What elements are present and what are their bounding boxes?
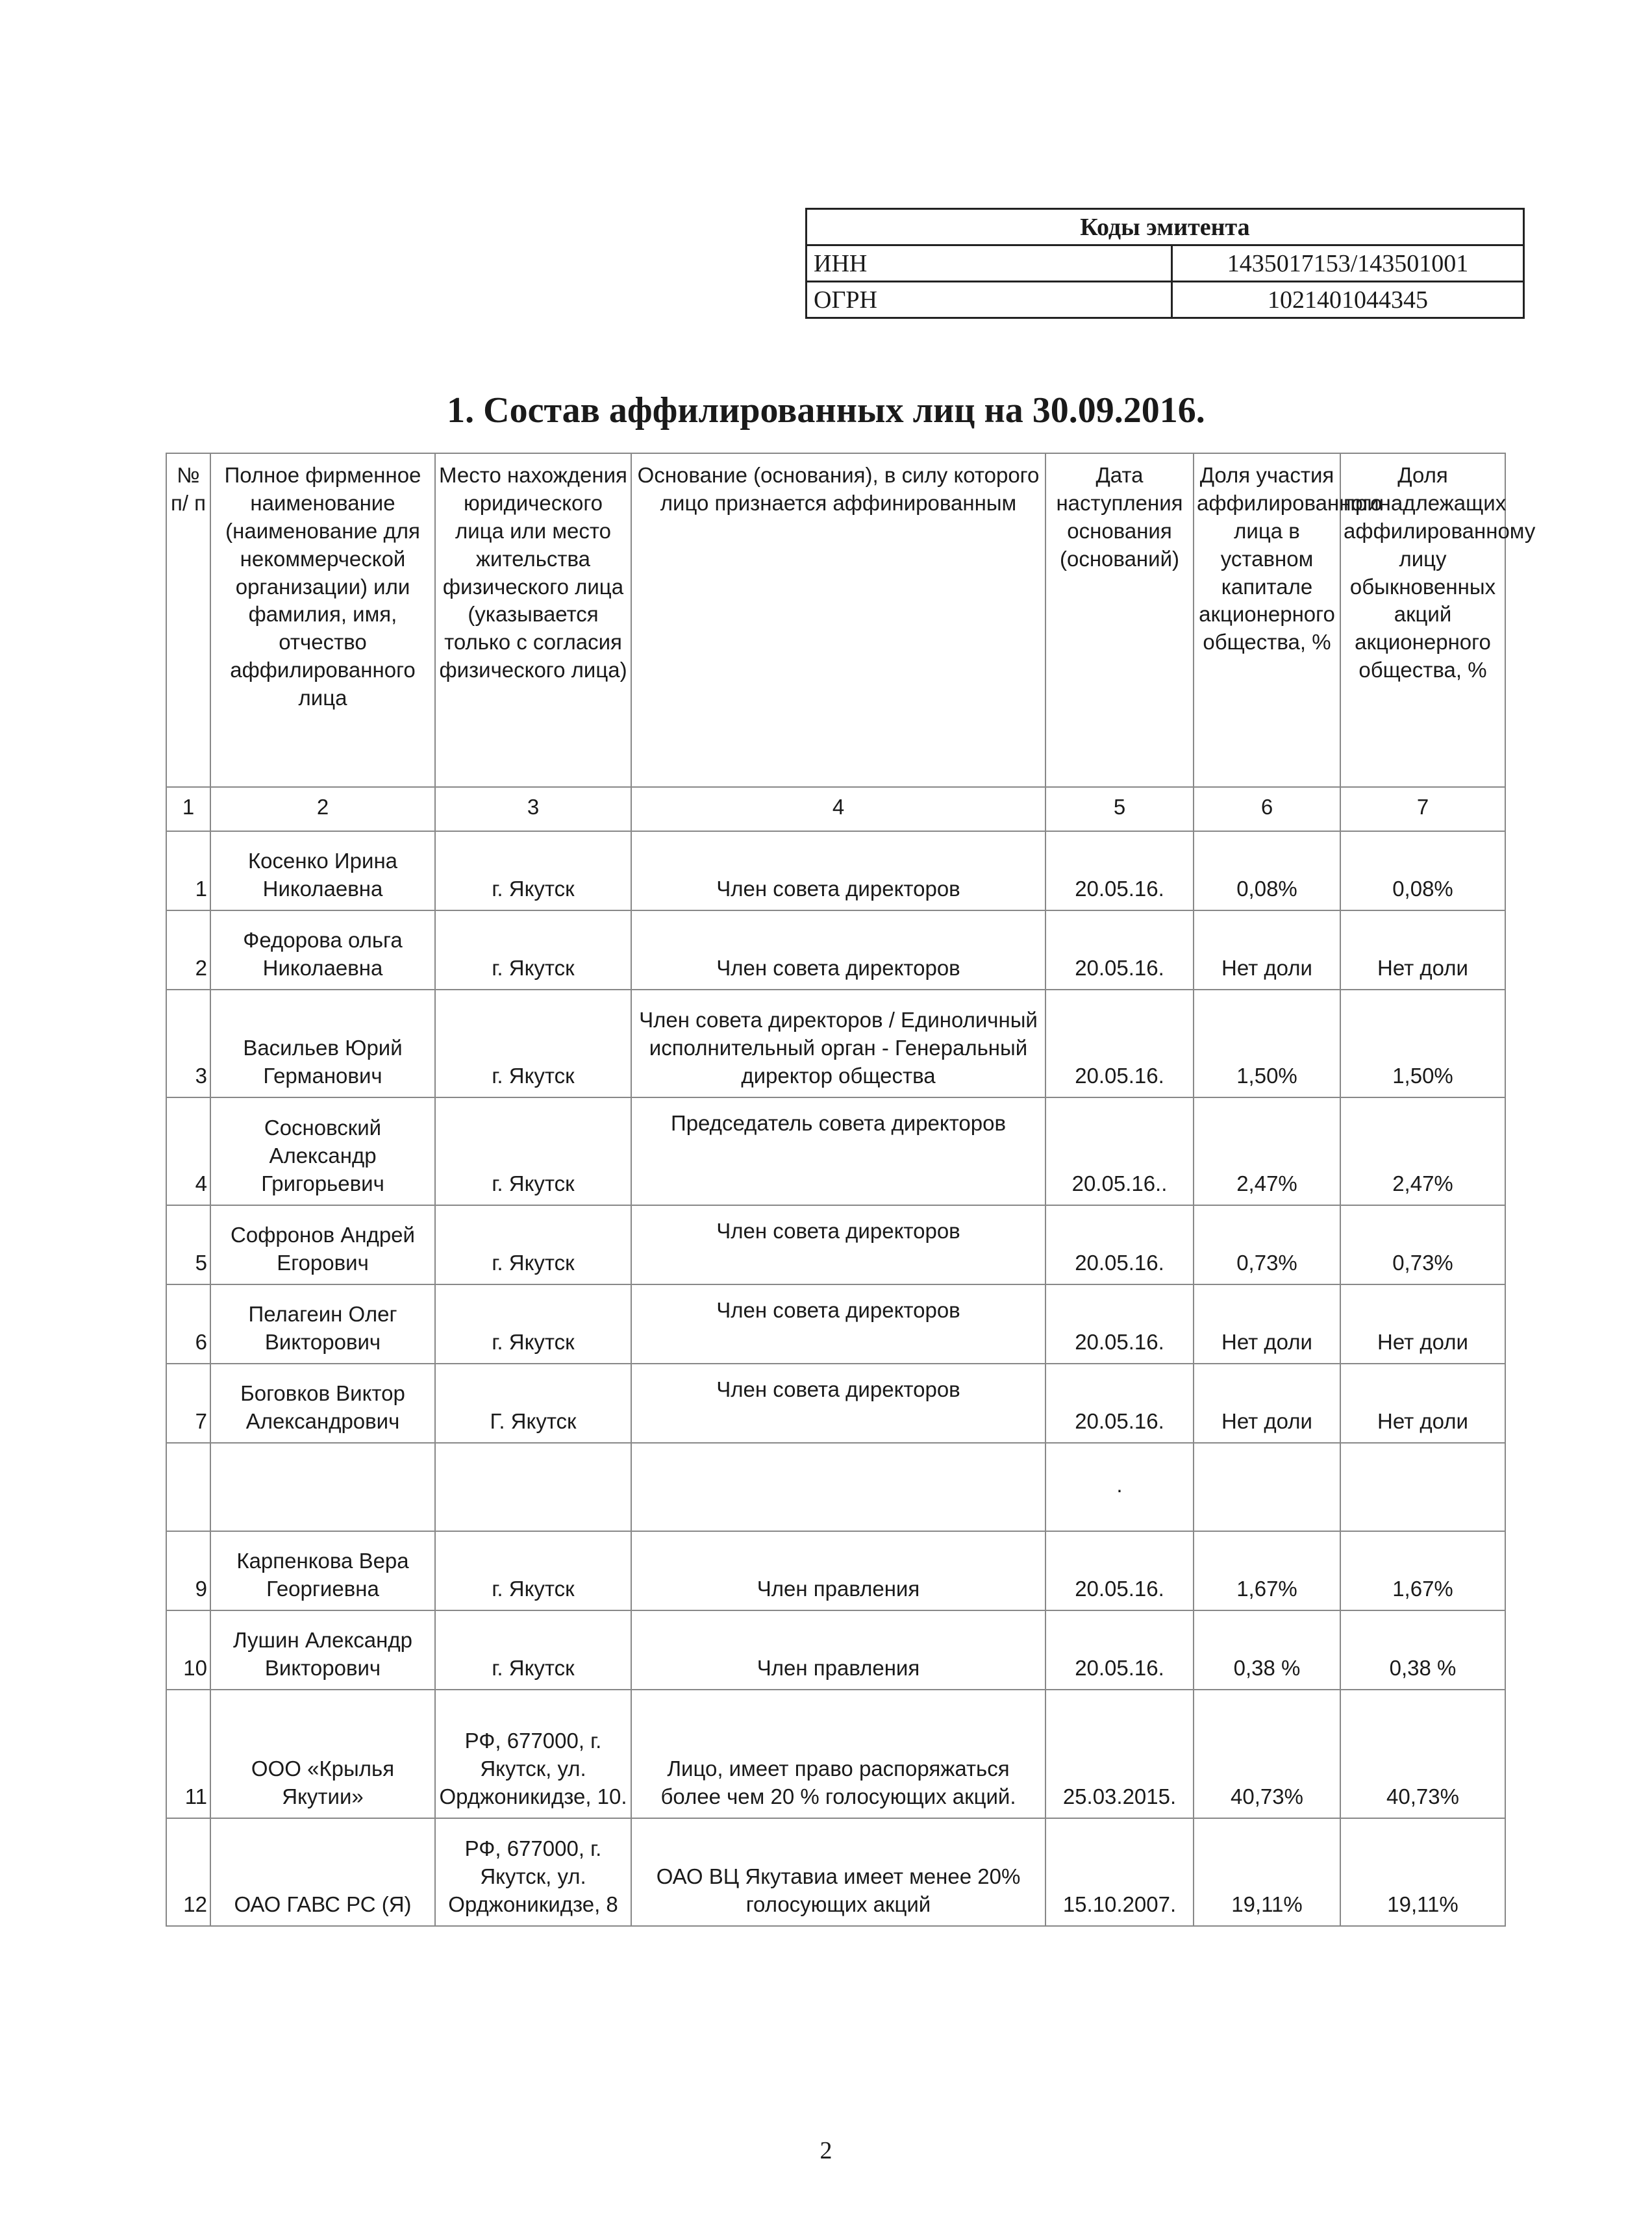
table-row — [166, 1443, 1505, 1531]
affiliate-basis: Член правления — [631, 1610, 1045, 1690]
stock-share: 0,08% — [1340, 831, 1505, 910]
affiliate-basis: Председатель совета директоров — [631, 1097, 1045, 1205]
capital-share: 0,38 % — [1194, 1610, 1340, 1690]
header-location: Место нахождения юридического лица или место жительства физического лица (указывается только с согласия физического лица) — [435, 453, 631, 787]
inn-value: 1435017153/143501001 — [1172, 245, 1524, 282]
issuer-codes-header: Коды эмитента — [807, 209, 1524, 245]
row-number: 6 — [166, 1284, 210, 1364]
table-row — [166, 910, 1505, 990]
affiliate-location: Г. Якутск — [435, 1364, 631, 1443]
row-number: 4 — [166, 1097, 210, 1205]
affiliate-name: ООО «Крылья Якутии» — [210, 1690, 435, 1818]
stock-share: Нет доли — [1340, 1364, 1505, 1443]
column-number: 1 — [166, 787, 210, 831]
affiliate-name: Пелагеин Олег Викторович — [210, 1284, 435, 1364]
column-number-row — [166, 787, 1505, 831]
stock-share — [1340, 1443, 1505, 1531]
table-row — [166, 1690, 1505, 1818]
header-number: № п/ п — [166, 453, 210, 787]
capital-share: 40,73% — [1194, 1690, 1340, 1818]
basis-date: 20.05.16. — [1045, 1284, 1194, 1364]
affiliate-name: ОАО ГАВС РС (Я) — [210, 1818, 435, 1926]
affiliate-name: Сосновский Александр Григорьевич — [210, 1097, 435, 1205]
stock-share: 40,73% — [1340, 1690, 1505, 1818]
stock-share: 19,11% — [1340, 1818, 1505, 1926]
basis-date: 20.05.16. — [1045, 1364, 1194, 1443]
table-row — [166, 1205, 1505, 1284]
capital-share — [1194, 1443, 1340, 1531]
stock-share: Нет доли — [1340, 1284, 1505, 1364]
row-number: 2 — [166, 910, 210, 990]
table-row — [166, 1364, 1505, 1443]
header-name: Полное фирменное наименование (наименование для некоммерческой организации) или фамилия, имя, отчество аффилированного лица — [210, 453, 435, 787]
header-date: Дата наступления основания (оснований) — [1045, 453, 1194, 787]
row-number: 11 — [166, 1690, 210, 1818]
basis-date: 20.05.16.. — [1045, 1097, 1194, 1205]
row-number: 5 — [166, 1205, 210, 1284]
capital-share: 1,50% — [1194, 990, 1340, 1097]
table-row — [166, 1610, 1505, 1690]
page-number: 2 — [820, 2137, 832, 2164]
table-row — [166, 831, 1505, 910]
capital-share: 2,47% — [1194, 1097, 1340, 1205]
issuer-codes-table — [805, 208, 1525, 319]
affiliate-location: г. Якутск — [435, 831, 631, 910]
stock-share: 2,47% — [1340, 1097, 1505, 1205]
affiliate-basis — [631, 1443, 1045, 1531]
affiliate-location: г. Якутск — [435, 1097, 631, 1205]
column-number: 2 — [210, 787, 435, 831]
affiliate-location: г. Якутск — [435, 1284, 631, 1364]
basis-date: 20.05.16. — [1045, 1531, 1194, 1610]
column-number: 4 — [631, 787, 1045, 831]
affiliate-location: РФ, 677000, г. Якутск, ул. Орджоникидзе, 10. — [435, 1690, 631, 1818]
table-row — [166, 1818, 1505, 1926]
affiliate-name: Лушин Александр Викторович — [210, 1610, 435, 1690]
column-number: 6 — [1194, 787, 1340, 831]
affiliate-basis: Лицо, имеет право распоряжаться более чем 20 % голосующих акций. — [631, 1690, 1045, 1818]
stock-share: 1,50% — [1340, 990, 1505, 1097]
column-number: 3 — [435, 787, 631, 831]
affiliates-table — [166, 453, 1536, 1927]
capital-share: Нет доли — [1194, 910, 1340, 990]
basis-date: 20.05.16. — [1045, 990, 1194, 1097]
basis-date: 25.03.2015. — [1045, 1690, 1194, 1818]
table-row — [166, 1097, 1505, 1205]
affiliate-basis: Член совета директоров — [631, 1364, 1045, 1443]
affiliate-name: Васильев Юрий Германович — [210, 990, 435, 1097]
column-number: 7 — [1340, 787, 1505, 831]
row-number — [166, 1443, 210, 1531]
stock-share: Нет доли — [1340, 910, 1505, 990]
affiliate-basis: Член правления — [631, 1531, 1045, 1610]
stock-share: 0,73% — [1340, 1205, 1505, 1284]
affiliate-name: Косенко Ирина Николаевна — [210, 831, 435, 910]
row-number: 9 — [166, 1531, 210, 1610]
affiliate-basis: ОАО ВЦ Якутавиа имеет менее 20% голосующих акций — [631, 1818, 1045, 1926]
header-row — [166, 453, 1505, 787]
affiliate-location: РФ, 677000, г. Якутск, ул. Орджоникидзе, 8 — [435, 1818, 631, 1926]
header-basis: Основание (основания), в силу которого лицо признается аффинированным — [631, 453, 1045, 787]
basis-date: 20.05.16. — [1045, 831, 1194, 910]
row-number: 12 — [166, 1818, 210, 1926]
affiliate-location: г. Якутск — [435, 1205, 631, 1284]
page-title: 1. Состав аффилированных лиц на 30.09.2016. — [447, 390, 1205, 431]
affiliate-location: г. Якутск — [435, 1610, 631, 1690]
capital-share: 0,73% — [1194, 1205, 1340, 1284]
affiliate-name: Софронов Андрей Егорович — [210, 1205, 435, 1284]
affiliate-name: Карпенкова Вера Георгиевна — [210, 1531, 435, 1610]
inn-label: ИНН — [807, 245, 1172, 282]
row-number: 1 — [166, 831, 210, 910]
header-capital-share: Доля участия аффилированного лица в уставном капитале акционерного общества, % — [1194, 453, 1340, 787]
affiliate-basis: Член совета директоров — [631, 1205, 1045, 1284]
basis-date: 20.05.16. — [1045, 1610, 1194, 1690]
affiliate-basis: Член совета директоров / Единоличный исполнительный орган - Генеральный директор общества — [631, 990, 1045, 1097]
affiliate-basis: Член совета директоров — [631, 831, 1045, 910]
affiliate-basis: Член совета директоров — [631, 1284, 1045, 1364]
ogrn-label: ОГРН — [807, 282, 1172, 318]
capital-share: Нет доли — [1194, 1284, 1340, 1364]
capital-share: 0,08% — [1194, 831, 1340, 910]
header-stock-share: Доля принадлежащих аффилированному лицу обыкновенных акций акционерного общества, % — [1340, 453, 1505, 787]
ogrn-value: 1021401044345 — [1172, 282, 1524, 318]
stock-share: 1,67% — [1340, 1531, 1505, 1610]
affiliate-location: г. Якутск — [435, 990, 631, 1097]
affiliate-location: г. Якутск — [435, 1531, 631, 1610]
table-row — [166, 990, 1505, 1097]
basis-date: 20.05.16. — [1045, 910, 1194, 990]
affiliate-location — [435, 1443, 631, 1531]
capital-share: 19,11% — [1194, 1818, 1340, 1926]
affiliate-location: г. Якутск — [435, 910, 631, 990]
basis-date: 20.05.16. — [1045, 1205, 1194, 1284]
affiliate-name — [210, 1443, 435, 1531]
row-number: 7 — [166, 1364, 210, 1443]
row-number: 10 — [166, 1610, 210, 1690]
basis-date: 15.10.2007. — [1045, 1818, 1194, 1926]
table-row — [166, 1531, 1505, 1610]
affiliate-basis: Член совета директоров — [631, 910, 1045, 990]
affiliate-name: Федорова ольга Николаевна — [210, 910, 435, 990]
capital-share: 1,67% — [1194, 1531, 1340, 1610]
table-row — [166, 1284, 1505, 1364]
capital-share: Нет доли — [1194, 1364, 1340, 1443]
affiliate-name: Боговков Виктор Александрович — [210, 1364, 435, 1443]
column-number: 5 — [1045, 787, 1194, 831]
basis-date: . — [1045, 1443, 1194, 1531]
row-number: 3 — [166, 990, 210, 1097]
stock-share: 0,38 % — [1340, 1610, 1505, 1690]
